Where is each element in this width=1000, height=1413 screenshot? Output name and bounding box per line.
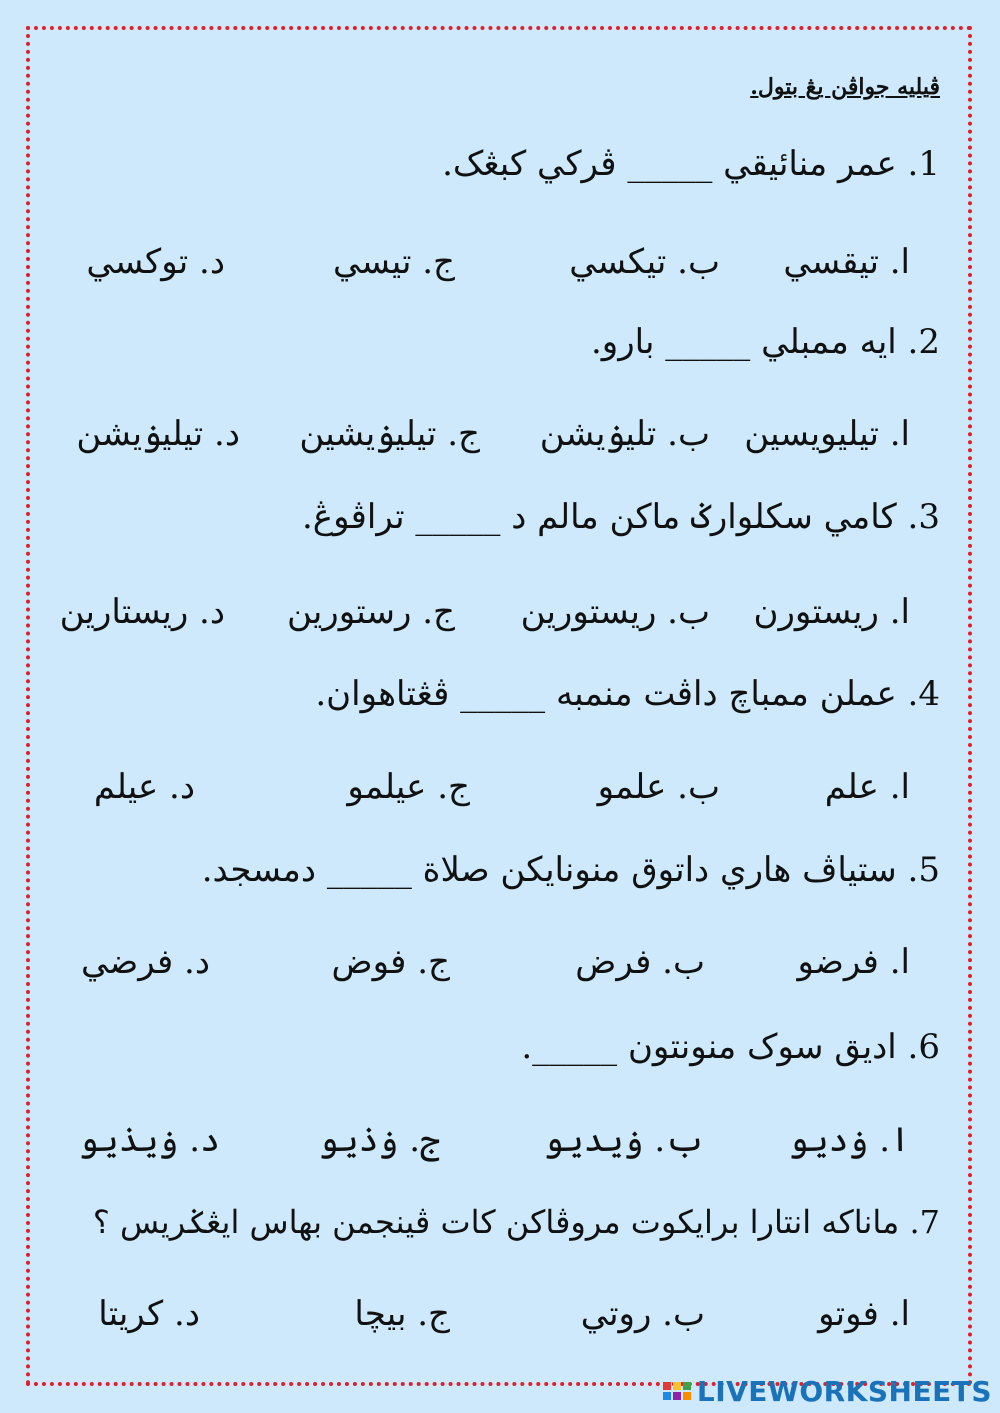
option-1a[interactable]: ا. تيقسي [783, 242, 910, 282]
option-3c[interactable]: ج. رستورين [286, 592, 455, 632]
option-3a[interactable]: ا. ريستورن [753, 592, 910, 632]
option-6d[interactable]: د. ۏيذيو [78, 1120, 220, 1160]
option-4b[interactable]: ب. علمو [597, 767, 720, 807]
option-6a[interactable]: ا. ۏديو [788, 1120, 910, 1160]
liveworksheets-logo [663, 1373, 992, 1409]
option-5c[interactable]: ج. فوض [331, 942, 450, 982]
question-1: 1. عمر منائيقي _____ ڤركي كبڠک. [442, 144, 940, 184]
option-7a[interactable]: ا. فوتو [818, 1294, 910, 1334]
question-7: 7. ماناكه انتارا برايكوت مروڤاكن كات ڤينجمن بهاس ايڠݢريس ؟ [92, 1203, 940, 1241]
logo-icon [663, 1382, 691, 1400]
question-3: 3. كامي سكلوارݢ ماكن مالم د _____ تراڤوڠ. [302, 497, 940, 537]
option-3d[interactable]: د. ريستارين [59, 592, 225, 632]
question-6: 6. اديق سوک منونتون _____. [521, 1027, 940, 1067]
option-2c[interactable]: ج. تيليۏيشين [299, 414, 480, 454]
option-4c[interactable]: ج. عيلمو [347, 767, 470, 807]
option-2a[interactable]: ا. تيليويسين [744, 414, 910, 454]
question-4: 4. عملن ممباچ داڤت منمبه _____ ڤڠتاهوان. [315, 674, 940, 714]
option-7c[interactable]: ج. بيچا [354, 1294, 450, 1334]
option-7d[interactable]: د. كريتا [98, 1294, 200, 1334]
question-5: 5. ستياڤ هاري داتوق منونايكن صلاة _____ دمسجد. [201, 850, 940, 890]
option-2d[interactable]: د. تيليۏيشن [76, 414, 240, 454]
option-2b[interactable]: ب. تليۏيشن [539, 414, 710, 454]
instruction: ڤيليه جواڤن يڠ بتول. [750, 74, 940, 100]
option-4d[interactable]: د. عيلم [93, 767, 195, 807]
option-7b[interactable]: ب. روتي [580, 1294, 705, 1334]
option-1d[interactable]: د. توكسي [86, 242, 225, 282]
question-2: 2. ايه ممبلي _____ بارو. [590, 322, 940, 362]
option-3b[interactable]: ب. ريستورين [520, 592, 710, 632]
option-4a[interactable]: ا. علم [824, 767, 910, 807]
option-5a[interactable]: ا. فرضو [797, 942, 910, 982]
option-1c[interactable]: ج. تيسي [333, 242, 455, 282]
option-5d[interactable]: د. فرضي [81, 942, 210, 982]
option-5b[interactable]: ب. فرض [575, 942, 705, 982]
option-1b[interactable]: ب. تيكسي [569, 242, 720, 282]
option-6c[interactable]: ج. ۏذيو [318, 1120, 440, 1160]
logo-text: LIVEWORKSHEETS [696, 1374, 992, 1408]
option-6b[interactable]: ب. ۏيديو [543, 1120, 705, 1160]
